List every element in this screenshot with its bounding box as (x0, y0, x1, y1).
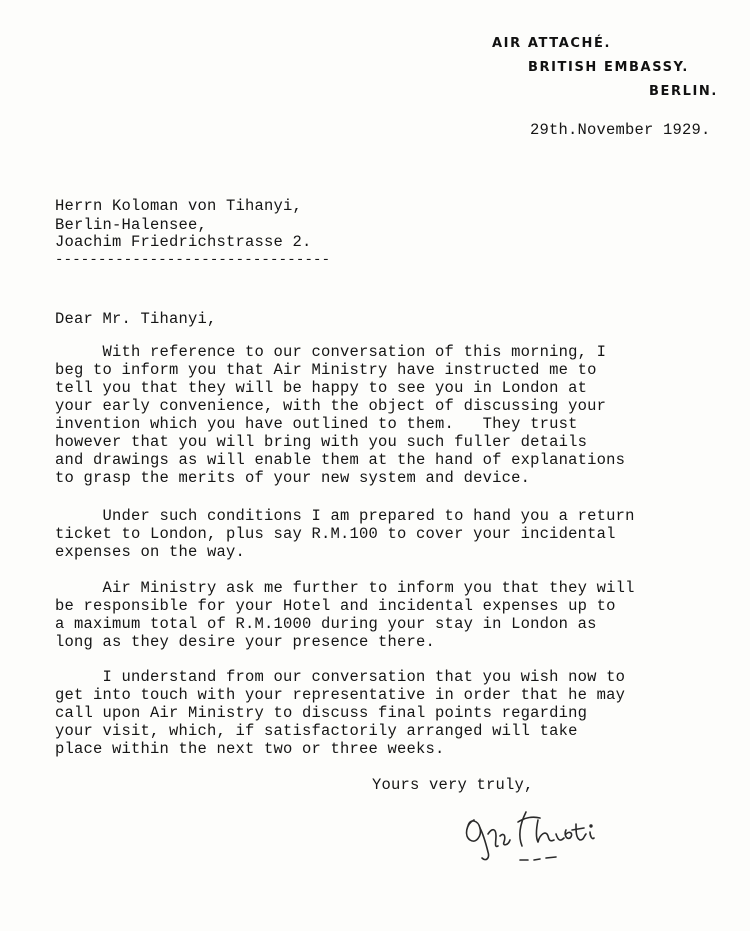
paragraph-line: however that you will bring with you such fuller details (55, 433, 588, 451)
body-paragraph-2 (55, 507, 725, 561)
paragraph-line: I understand from our conversation that you wish now to (55, 668, 626, 686)
paragraph-line: expenses on the way. (55, 543, 246, 561)
address-underline: -------------------------------- (55, 252, 331, 268)
paragraph-line: place within the next two or three weeks. (55, 740, 445, 758)
paragraph-line: a maximum total of R.M.1000 during your stay in London as (55, 615, 597, 633)
paragraph-line: With reference to our conversation of this morning, I (55, 343, 607, 361)
paragraph-line: get into touch with your representative in order that he may (55, 686, 626, 704)
body-paragraph-3 (55, 579, 725, 651)
closing: Yours very truly, (372, 776, 534, 794)
paragraph-line: long as they desire your presence there. (55, 633, 436, 651)
paragraph-line: to grasp the merits of your new system and device. (55, 469, 531, 487)
paragraph-line: be responsible for your Hotel and incidental expenses up to (55, 597, 616, 615)
paragraph-line: tell you that they will be happy to see you in London at (55, 379, 588, 397)
paragraph-line: call upon Air Ministry to discuss final points regarding (55, 704, 588, 722)
recipient-name: Herrn Koloman von Tihanyi, (55, 197, 303, 215)
handwritten-signature-icon (460, 806, 610, 866)
paragraph-line: ticket to London, plus say R.M.100 to cover your incidental (55, 525, 616, 543)
paragraph-line: Under such conditions I am prepared to hand you a return (55, 507, 635, 525)
body-paragraph-1 (55, 343, 725, 487)
paragraph-line: your early convenience, with the object of discussing your (55, 397, 607, 415)
paragraph-line: invention which you have outlined to them. They trust (55, 415, 578, 433)
recipient-district: Berlin-Halensee, (55, 216, 208, 234)
letterhead-embassy: BRITISH EMBASSY. (528, 60, 689, 75)
paragraph-line: your visit, which, if satisfactorily arranged will take (55, 722, 578, 740)
paragraph-line: Air Ministry ask me further to inform you that they will (55, 579, 635, 597)
body-paragraph-4 (55, 668, 725, 758)
letterhead-title: AIR ATTACHÉ. (492, 36, 612, 51)
recipient-street: Joachim Friedrichstrasse 2. (55, 233, 312, 251)
letterhead-city: BERLIN. (649, 84, 718, 99)
letter-date: 29th.November 1929. (530, 121, 711, 139)
paragraph-line: beg to inform you that Air Ministry have instructed me to (55, 361, 597, 379)
paragraph-line: and drawings as will enable them at the hand of explanations (55, 451, 626, 469)
salutation: Dear Mr. Tihanyi, (55, 310, 217, 328)
